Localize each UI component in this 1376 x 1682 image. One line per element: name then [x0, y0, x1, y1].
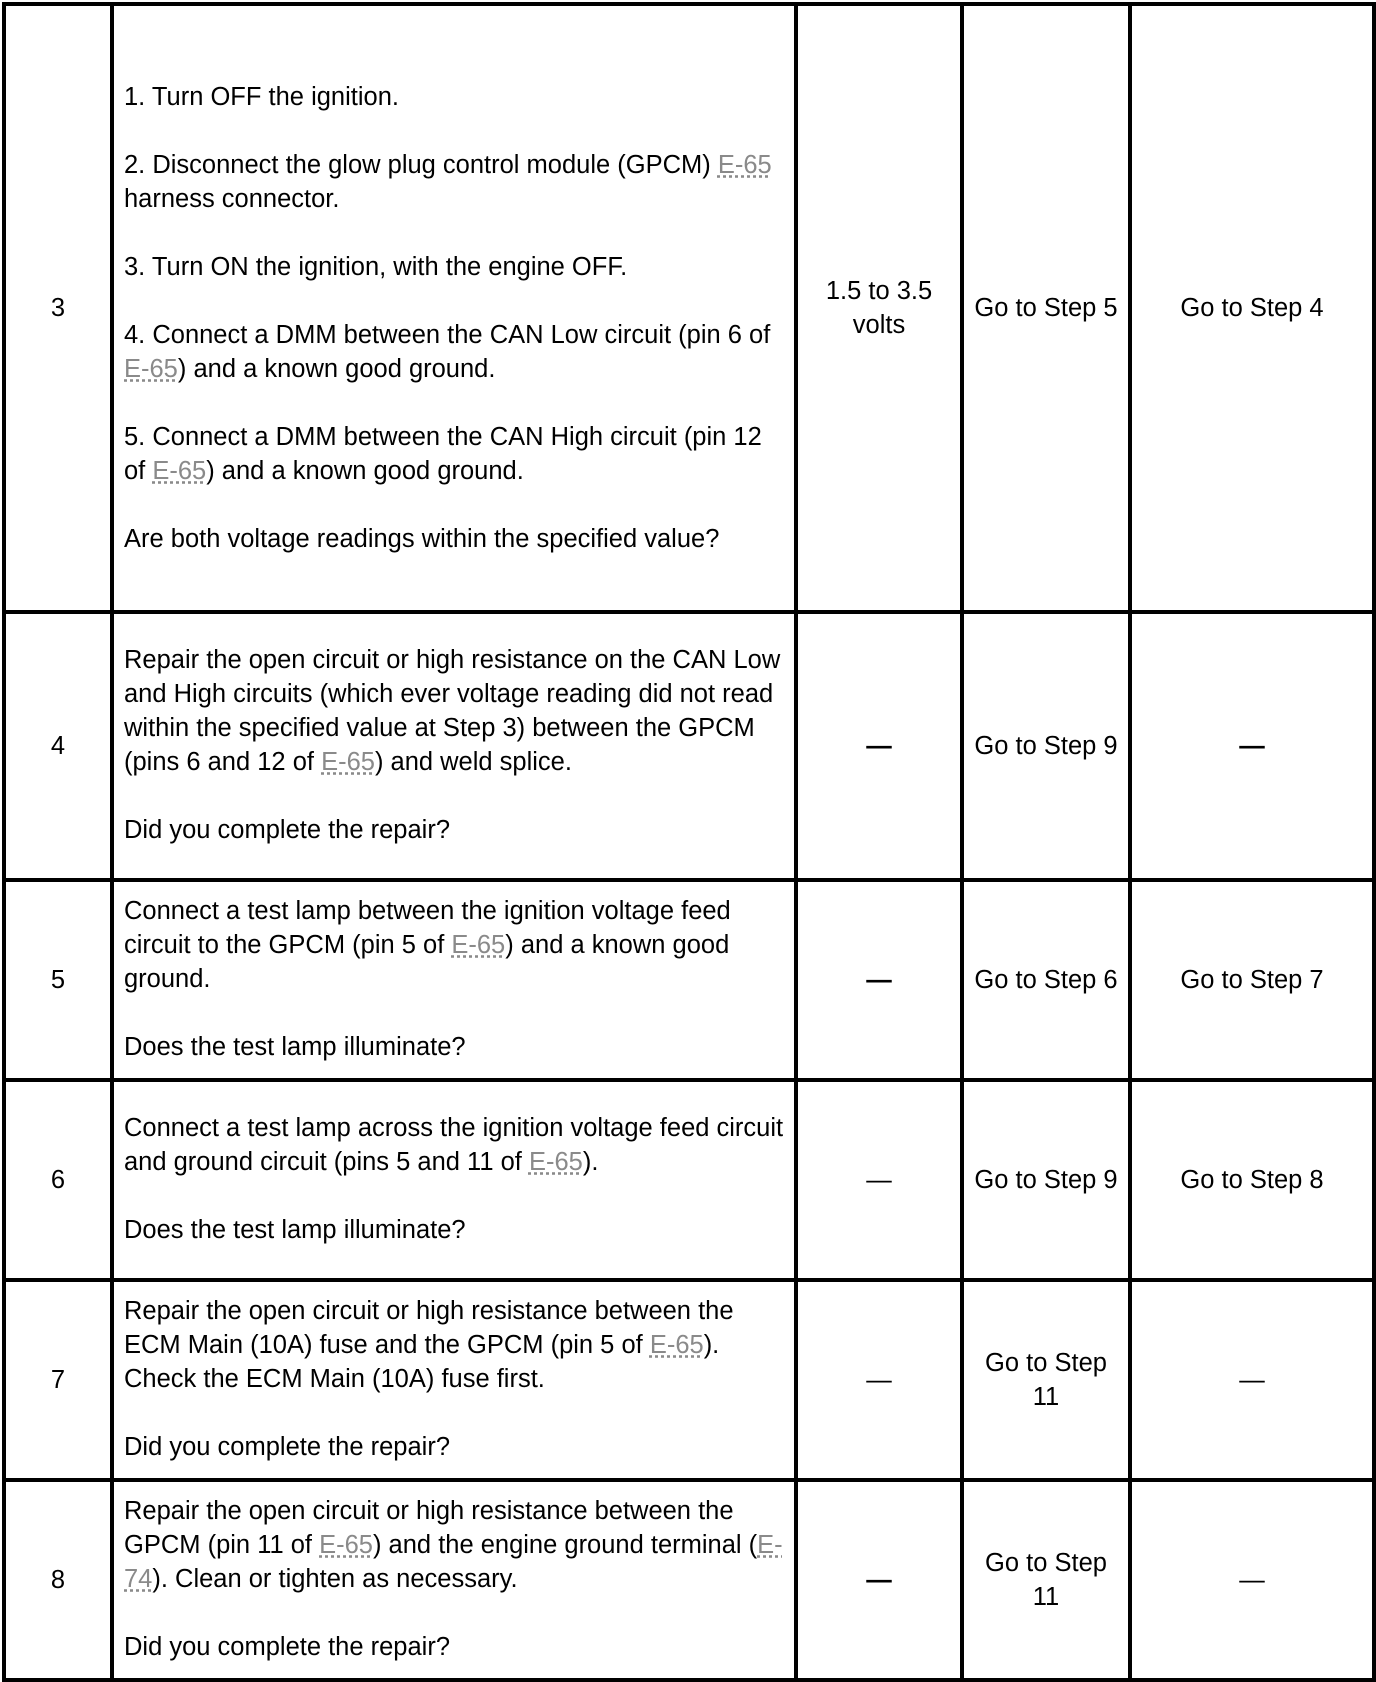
- value-cell: —: [796, 1480, 962, 1680]
- no-cell: Go to Step 4: [1130, 4, 1374, 612]
- yes-cell: Go to Step 9: [962, 1080, 1130, 1280]
- table-row: [4, 1080, 1374, 1280]
- action-question: Are both voltage readings within the specified value?: [124, 525, 720, 553]
- value-cell: —: [796, 612, 962, 880]
- action-cell: [112, 1080, 796, 1280]
- action-cell: [112, 1480, 796, 1680]
- connector-link[interactable]: E-65: [451, 931, 506, 959]
- action-item: 4. Connect a DMM between the CAN Low circuit (pin 6 of E-65) and a known good ground.: [124, 321, 771, 383]
- table-row: [4, 612, 1374, 880]
- no-cell: —: [1130, 612, 1374, 880]
- table-row: [4, 880, 1374, 1080]
- table-row: [4, 1280, 1374, 1480]
- connector-link[interactable]: E-65: [319, 1531, 373, 1559]
- action-item: 1. Turn OFF the ignition.: [124, 83, 399, 111]
- no-cell: —: [1130, 1480, 1374, 1680]
- yes-cell: Go to Step 11: [962, 1480, 1130, 1680]
- action-cell: [112, 612, 796, 880]
- diagnostic-steps-table: [2, 2, 1376, 1682]
- connector-link[interactable]: E-65: [649, 1331, 704, 1359]
- action-cell: [112, 4, 796, 612]
- action-item: 3. Turn ON the ignition, with the engine OFF.: [124, 253, 628, 281]
- step-number: 7: [4, 1280, 112, 1480]
- table-row: [4, 1480, 1374, 1680]
- action-text: Connect a test lamp between the ignition voltage feed circuit to the GPCM (pin 5 of E-65) and a known good ground.: [124, 897, 731, 993]
- action-question: Does the test lamp illuminate?: [124, 1033, 466, 1061]
- step-number: 3: [4, 4, 112, 612]
- step-number: 8: [4, 1480, 112, 1680]
- action-item: 5. Connect a DMM between the CAN High circuit (pin 12 of E-65) and a known good ground.: [124, 423, 762, 485]
- action-text: Connect a test lamp across the ignition voltage feed circuit and ground circuit (pins 5 and 11 of E-65).: [124, 1114, 784, 1176]
- table-row: [4, 4, 1374, 612]
- action-question: Did you complete the repair?: [124, 1433, 451, 1461]
- step-number: 6: [4, 1080, 112, 1280]
- action-text: Repair the open circuit or high resistance on the CAN Low and High circuits (which ever voltage reading did not read within the specified value at Step 3) between the GPCM (pins 6 and 12 of E-65) and weld splice.: [124, 646, 781, 776]
- connector-link[interactable]: E-74: [124, 1531, 783, 1593]
- action-text: Repair the open circuit or high resistance between the ECM Main (10A) fuse and the GPCM (pin 5 of E-65). Check the ECM Main (10A) fuse first.: [124, 1297, 734, 1393]
- action-question: Does the test lamp illuminate?: [124, 1216, 466, 1244]
- connector-link[interactable]: E-65: [124, 355, 178, 383]
- action-text: Repair the open circuit or high resistance between the GPCM (pin 11 of E-65) and the engine ground terminal (E-74). Clean or tighten as necessary.: [124, 1497, 783, 1593]
- value-cell: —: [796, 1280, 962, 1480]
- action-question: Did you complete the repair?: [124, 1633, 451, 1661]
- step-number: 4: [4, 612, 112, 880]
- yes-cell: Go to Step 11: [962, 1280, 1130, 1480]
- yes-cell: Go to Step 6: [962, 880, 1130, 1080]
- action-question: Did you complete the repair?: [124, 816, 451, 844]
- action-cell: [112, 880, 796, 1080]
- connector-link[interactable]: E-65: [717, 151, 772, 179]
- value-cell: —: [796, 1080, 962, 1280]
- action-cell: [112, 1280, 796, 1480]
- connector-link[interactable]: E-65: [321, 748, 375, 776]
- yes-cell: Go to Step 9: [962, 612, 1130, 880]
- step-number: 5: [4, 880, 112, 1080]
- connector-link[interactable]: E-65: [528, 1148, 583, 1176]
- yes-cell: Go to Step 5: [962, 4, 1130, 612]
- no-cell: Go to Step 8: [1130, 1080, 1374, 1280]
- connector-link[interactable]: E-65: [152, 457, 207, 485]
- no-cell: Go to Step 7: [1130, 880, 1374, 1080]
- action-item: 2. Disconnect the glow plug control module (GPCM) E-65 harness connector.: [124, 151, 772, 213]
- no-cell: —: [1130, 1280, 1374, 1480]
- value-cell: 1.5 to 3.5 volts: [796, 4, 962, 612]
- value-cell: —: [796, 880, 962, 1080]
